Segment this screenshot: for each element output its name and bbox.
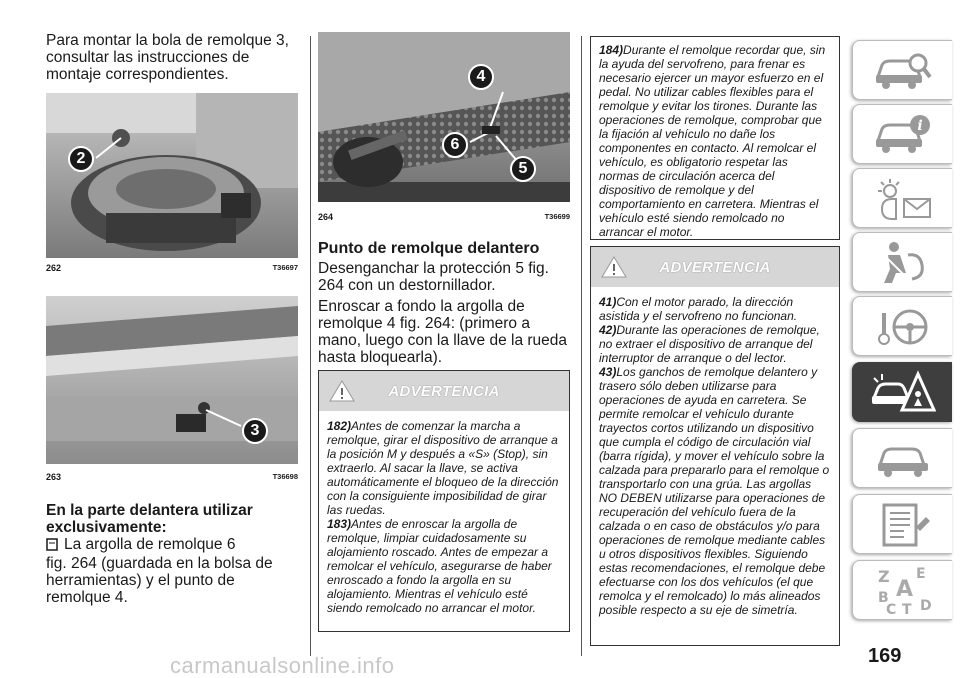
tab-warning-lights[interactable] xyxy=(852,168,952,228)
tab-car-search[interactable] xyxy=(852,40,952,100)
tab-steering-key[interactable] xyxy=(852,296,952,356)
figure-264 xyxy=(318,32,570,232)
warning-box xyxy=(318,370,570,632)
warning-title: ADVERTENCIA xyxy=(388,382,500,400)
index-letter: B xyxy=(877,590,889,606)
front-only-section xyxy=(46,502,298,606)
note-number: 183) xyxy=(327,517,352,531)
warning-body xyxy=(319,411,569,621)
list-item-text: La argolla de remolque 6 xyxy=(64,536,236,553)
warning-box xyxy=(590,246,840,646)
warning-item xyxy=(599,365,831,617)
tab-airbag-seat[interactable] xyxy=(852,232,952,292)
steering-key-icon xyxy=(872,303,934,349)
figure-caption xyxy=(46,472,298,482)
paragraph: Enroscar a fondo la argolla de remolque 4 fig. 264: (primero a mano, luego con la llave de la rueda hasta bloquearla). xyxy=(318,298,568,366)
paragraph: Desenganchar la protección 5 fig. 264 con un destornillador. xyxy=(318,260,549,294)
figure-caption xyxy=(46,263,298,273)
index-letter: C xyxy=(885,602,896,616)
figure-number: 264 xyxy=(318,212,334,222)
figure-263 xyxy=(46,296,298,486)
warning-item xyxy=(327,419,561,517)
note-text: Con el motor parado, la dirección asistida y el servofreno no funcionan. xyxy=(599,295,798,323)
index-letter: D xyxy=(919,598,932,614)
warning-header xyxy=(319,371,569,411)
note-number: 42) xyxy=(599,323,617,337)
section-heading: En la parte delantera utilizar exclusivamente: xyxy=(46,502,253,536)
figure-code: T36699 xyxy=(544,212,570,221)
intro-text: Para montar la bola de remolque 3, consultar las instrucciones de montaje correspondientes. xyxy=(46,32,289,83)
warning-header xyxy=(591,247,839,287)
index-letter: E xyxy=(915,566,926,582)
note-number: 184) xyxy=(599,43,624,57)
column-divider xyxy=(310,36,311,656)
warning-triangle-icon xyxy=(329,379,355,403)
checkbox-bullet-icon xyxy=(46,538,60,555)
note-number: 182) xyxy=(327,419,352,433)
warning-body xyxy=(591,287,839,623)
list-item xyxy=(46,536,298,555)
warning-title: ADVERTENCIA xyxy=(659,258,771,276)
tab-data-list[interactable] xyxy=(852,494,952,554)
warning-item xyxy=(599,295,831,323)
figure-number: 262 xyxy=(46,263,62,273)
note-body xyxy=(591,37,839,245)
note-text: Los ganchos de remolque delantero y trasero sólo deben utilizarse para operaciones de ayuda en carretera. Se permite remolcar el vehículo durante trayectos cortos utilizando un dispositivo que cumpla el código de circulación vial (barra rígida), y mover el vehículo sobre la calzada para prepararlo para el remolque o transportarlo con una grúa. Las argollas NO DEBEN utilizarse para operaciones de recuperación del vehículo fuera de la calzada o en caso de obstáculos y/o para operaciones de remolque mediante cables u otros dispositivos flexibles. Siguiendo estas recomendaciones, el remolque debe efectuarse con los dos vehículos (el que remolca y el remolcado) lo más alineados posible respecto a su eje de simetría. xyxy=(599,365,830,617)
callout-2: 2 xyxy=(68,146,94,172)
note-box xyxy=(590,36,840,240)
alphabet-index-icon xyxy=(872,564,934,616)
figure-number: 263 xyxy=(46,472,62,482)
emergency-triangle-icon xyxy=(870,368,936,416)
note-text: Antes de enroscar la argolla de remolque, limpiar cuidadosamente su alojamiento roscado. Antes de empezar a remolcar el vehículo, asegurarse de haber enroscado a fondo la argolla en su alojamiento. Mientras el vehículo esté siendo remolcado no arrancar el motor. xyxy=(327,517,552,615)
tab-car-info[interactable] xyxy=(852,104,952,164)
data-list-icon xyxy=(872,501,934,547)
tab-alphabet-index[interactable] xyxy=(852,560,952,620)
warning-lights-icon xyxy=(872,175,934,221)
towing-eye-rear-photo xyxy=(46,93,298,258)
callout-4: 4 xyxy=(468,64,494,90)
svg-text:i: i xyxy=(916,118,923,134)
index-letter: Z xyxy=(877,567,890,586)
warning-item xyxy=(327,517,561,615)
figure-caption xyxy=(318,212,570,222)
section-heading: Punto de remolque delantero xyxy=(318,240,540,257)
note-number: 43) xyxy=(599,365,617,379)
front-tow-section xyxy=(318,240,570,366)
page-number: 169 xyxy=(868,645,902,667)
car-service-icon xyxy=(872,437,934,479)
watermark: carmanualsonline.info xyxy=(170,653,395,678)
tab-car-service[interactable] xyxy=(852,428,952,488)
note-text: Antes de comenzar la marcha a remolque, girar el dispositivo de arranque a la posición M y después a «S» (Stop), sin extraerlo. Al sacar la llave, se activa automáticamente el bloqueo de la dirección con la consiguiente imposibilidad de girar las ruedas. xyxy=(327,419,559,517)
warning-triangle-icon xyxy=(601,255,627,279)
note-text: Durante las operaciones de remolque, no extraer el dispositivo de arranque del interruptor de arranque o del lector. xyxy=(599,323,820,365)
figure-code: T36698 xyxy=(272,472,298,481)
car-search-icon xyxy=(872,49,934,91)
callout-3: 3 xyxy=(242,418,268,444)
warning-item xyxy=(599,323,831,365)
column-divider xyxy=(581,36,582,656)
paragraph: fig. 264 (guardada en la bolsa de herramientas) y el punto de remolque 4. xyxy=(46,555,273,606)
note-number: 41) xyxy=(599,295,617,309)
tab-emergency[interactable] xyxy=(852,362,952,422)
note-text: Durante el remolque recordar que, sin la ayuda del servofreno, para frenar es necesario ejercer un mayor esfuerzo en el pedal. No utilizar cables flexibles para el remolque y evitar los tirones. Durante las operaciones de remolque, comprobar que la fijación al vehículo no dañe los componentes en contacto. Al remolcar el vehículo, es obligatorio respetar las normas de circulación acerca del dispositivo de remolque y del comportamiento en carretera. Mientras el vehículo esté siendo remolcado no arrancar el motor. xyxy=(599,43,826,239)
callout-6: 6 xyxy=(442,132,468,158)
callout-5: 5 xyxy=(510,156,536,182)
car-info-icon xyxy=(872,113,934,155)
index-letter: T xyxy=(901,602,912,616)
figure-code: T36697 xyxy=(272,263,298,272)
figure-262 xyxy=(46,93,298,273)
airbag-seat-icon xyxy=(872,239,934,285)
index-letter: A xyxy=(895,577,913,602)
